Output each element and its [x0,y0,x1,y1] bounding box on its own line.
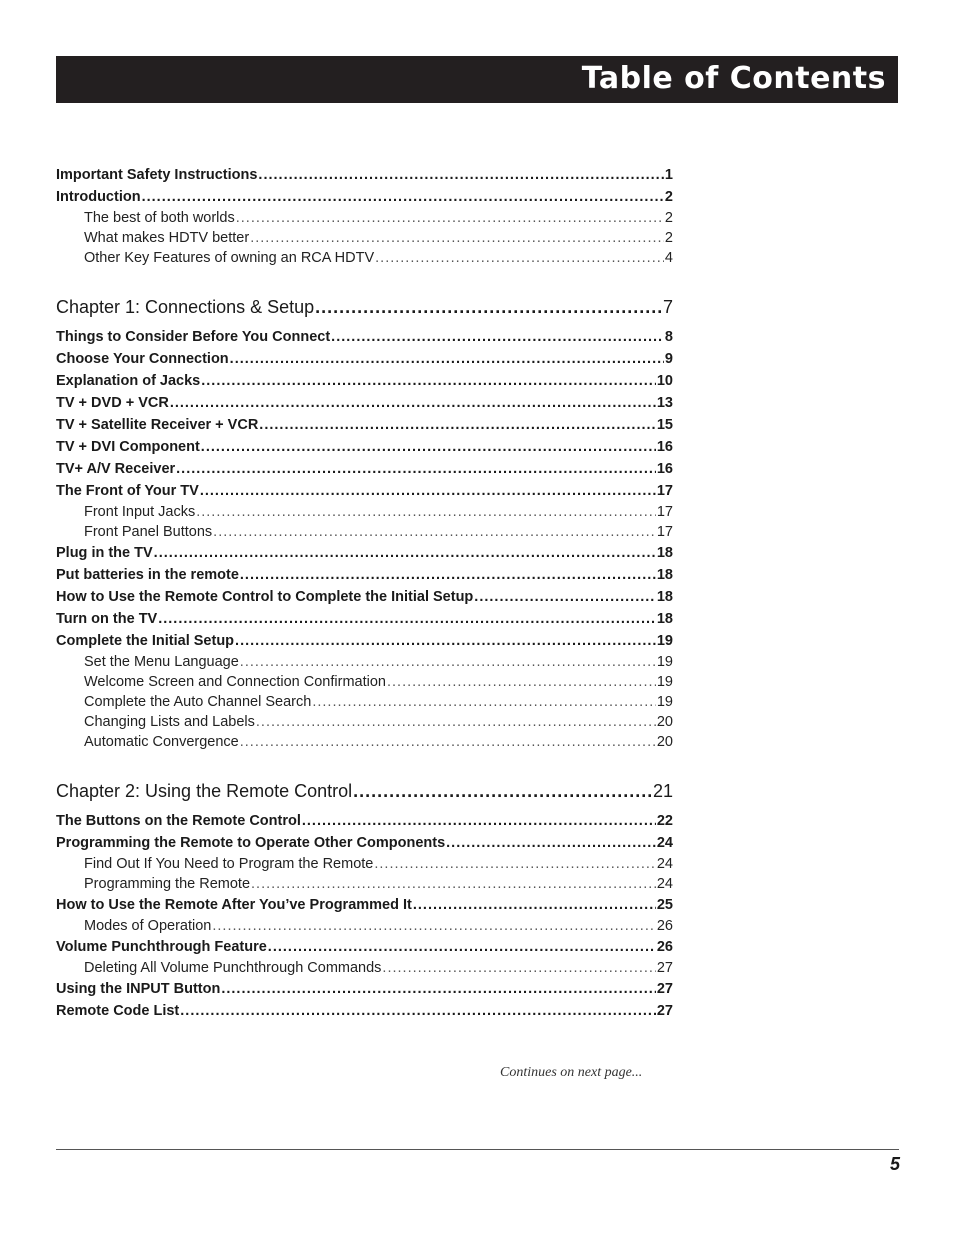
toc-entry-label: Chapter 1: Connections & Setup [56,297,315,317]
continues-note: Continues on next page... [500,1065,643,1080]
toc-entry-label: The best of both worlds [84,210,235,226]
toc-entry-page: 18 [656,567,673,583]
dot-leader [258,164,664,186]
toc-entry-page: 13 [656,395,673,411]
dot-leader [212,916,656,936]
toc-subentry[interactable] [56,874,673,894]
toc-entry-label: TV + Satellite Receiver + VCR [56,417,259,433]
toc-subentry[interactable] [56,854,673,874]
toc-entry-label: TV + DVI Component [56,439,200,455]
toc-entry-label: Turn on the TV [56,611,158,627]
dot-leader [200,480,656,502]
toc-entry-label: Programming the Remote to Operate Other Components [56,835,446,851]
toc-entry[interactable] [56,832,673,854]
toc-entry[interactable] [56,586,673,608]
toc-entry-page: 20 [656,734,673,750]
toc-entry-label: Complete the Initial Setup [56,633,235,649]
dot-leader [213,522,656,542]
toc-entry-label: How to Use the Remote After You’ve Programmed It [56,897,412,913]
dot-leader [387,672,656,692]
toc-subentry[interactable] [56,652,673,672]
toc-entry[interactable] [56,608,673,630]
toc-entry-page: 22 [656,813,673,829]
toc-subentry[interactable] [56,732,673,752]
toc-subentry[interactable] [56,248,673,268]
toc-entry-label: Things to Consider Before You Connect [56,329,331,345]
toc-entry-label: The Front of Your TV [56,483,199,499]
dot-leader [201,370,656,392]
toc-entry-page: 20 [656,714,673,730]
toc-entry-label: What makes HDTV better [84,230,250,246]
dot-leader [353,776,652,806]
toc-entry-label: Put batteries in the remote [56,567,239,583]
dot-leader [375,248,664,268]
toc-entry-label: Changing Lists and Labels [84,714,255,730]
toc-entry-label: Introduction [56,189,141,205]
dot-leader [446,832,656,854]
dot-leader [142,186,664,208]
dot-leader [312,692,656,712]
toc-entry[interactable] [56,348,673,370]
toc-entry[interactable] [56,480,673,502]
dot-leader [221,978,656,1000]
toc-subentry[interactable] [56,228,673,248]
toc-entry-page: 17 [656,504,673,520]
toc-entry[interactable] [56,414,673,436]
dot-leader [315,292,662,322]
toc-chapter-heading[interactable] [56,292,673,322]
toc-entry-label: Front Input Jacks [84,504,196,520]
dot-leader [374,854,656,874]
title-banner [56,56,898,103]
toc-entry-page: 9 [664,351,673,367]
toc-entry[interactable] [56,542,673,564]
toc-entry-page: 7 [662,297,673,317]
dot-leader [230,348,664,370]
toc-entry-page: 18 [656,589,673,605]
toc-entry[interactable] [56,370,673,392]
toc-subentry[interactable] [56,208,673,228]
toc-entry[interactable] [56,186,673,208]
dot-leader [154,542,656,564]
toc-entry-label: Other Key Features of owning an RCA HDTV [84,250,375,266]
toc-entry-label: Remote Code List [56,1003,180,1019]
toc-entry-page: 10 [656,373,673,389]
toc-entry-page: 24 [656,876,673,892]
dot-leader [259,414,656,436]
dot-leader [235,630,656,652]
toc-entry[interactable] [56,978,673,1000]
toc-entry-label: Plug in the TV [56,545,153,561]
toc-entry-label: Important Safety Instructions [56,167,258,183]
toc-entry[interactable] [56,164,673,186]
dot-leader [240,652,656,672]
toc-entry-page: 19 [656,654,673,670]
table-of-contents [56,164,673,1022]
toc-entry-page: 15 [656,417,673,433]
toc-entry-page: 1 [664,167,673,183]
toc-entry-page: 8 [664,329,673,345]
toc-entry-label: The Buttons on the Remote Control [56,813,301,829]
toc-entry[interactable] [56,630,673,652]
toc-entry[interactable] [56,458,673,480]
toc-entry-page: 2 [664,210,673,226]
toc-entry[interactable] [56,436,673,458]
toc-entry-label: Using the INPUT Button [56,981,221,997]
page-title: Table of Contents [581,61,886,96]
dot-leader [176,458,656,480]
toc-entry-label: How to Use the Remote Control to Complete the Initial Setup [56,589,474,605]
toc-subentry[interactable] [56,958,673,978]
toc-entry[interactable] [56,1000,673,1022]
toc-entry-page: 18 [656,545,673,561]
dot-leader [170,392,656,414]
toc-entry-page: 16 [656,439,673,455]
toc-entry-page: 25 [656,897,673,913]
toc-entry-page: 19 [656,694,673,710]
dot-leader [268,936,656,958]
dot-leader [158,608,656,630]
toc-entry-label: Explanation of Jacks [56,373,201,389]
dot-leader [250,228,664,248]
toc-entry-label: Choose Your Connection [56,351,229,367]
toc-entry[interactable] [56,564,673,586]
toc-subentry[interactable] [56,916,673,936]
toc-entry-label: Automatic Convergence [84,734,239,750]
toc-entry-page: 4 [664,250,673,266]
toc-entry-label: Welcome Screen and Connection Confirmation [84,674,386,690]
toc-entry-page: 17 [656,524,673,540]
toc-entry-page: 26 [656,939,673,955]
toc-subentry[interactable] [56,672,673,692]
toc-entry-page: 19 [656,633,673,649]
toc-entry-page: 2 [664,189,673,205]
toc-entry-label: TV+ A/V Receiver [56,461,176,477]
toc-entry-page: 18 [656,611,673,627]
toc-entry-label: Deleting All Volume Punchthrough Commands [84,960,382,976]
toc-entry-page: 24 [656,856,673,872]
toc-entry-page: 2 [664,230,673,246]
dot-leader [382,958,655,978]
toc-entry-page: 21 [652,781,673,801]
toc-entry[interactable] [56,936,673,958]
dot-leader [331,326,664,348]
toc-entry-page: 27 [656,1003,673,1019]
toc-entry[interactable] [56,326,673,348]
footer-divider [56,1149,899,1150]
toc-chapter-heading[interactable] [56,776,673,806]
toc-entry-label: Front Panel Buttons [84,524,213,540]
toc-subentry[interactable] [56,692,673,712]
toc-entry-label: TV + DVD + VCR [56,395,169,411]
toc-entry-label: Set the Menu Language [84,654,239,670]
toc-entry-page: 27 [656,960,673,976]
toc-entry-page: 26 [656,918,673,934]
toc-subentry[interactable] [56,522,673,542]
toc-subentry[interactable] [56,502,673,522]
toc-entry-page: 17 [656,483,673,499]
dot-leader [302,810,656,832]
dot-leader [240,564,656,586]
toc-entry-label: Modes of Operation [84,918,212,934]
toc-entry-page: 19 [656,674,673,690]
toc-entry-label: Chapter 2: Using the Remote Control [56,781,353,801]
dot-leader [413,894,656,916]
dot-leader [251,874,656,894]
toc-entry-label: Complete the Auto Channel Search [84,694,312,710]
toc-entry-page: 24 [656,835,673,851]
toc-entry[interactable] [56,894,673,916]
dot-leader [256,712,656,732]
toc-entry-label: Volume Punchthrough Feature [56,939,267,955]
toc-entry-label: Programming the Remote [84,876,251,892]
dot-leader [240,732,656,752]
toc-entry[interactable] [56,392,673,414]
toc-entry-page: 16 [656,461,673,477]
toc-entry[interactable] [56,810,673,832]
dot-leader [474,586,656,608]
dot-leader [196,502,656,522]
page-number: 5 [889,1154,900,1174]
dot-leader [180,1000,656,1022]
dot-leader [201,436,656,458]
toc-entry-label: Find Out If You Need to Program the Remote [84,856,374,872]
toc-entry-page: 27 [656,981,673,997]
toc-subentry[interactable] [56,712,673,732]
dot-leader [236,208,664,228]
